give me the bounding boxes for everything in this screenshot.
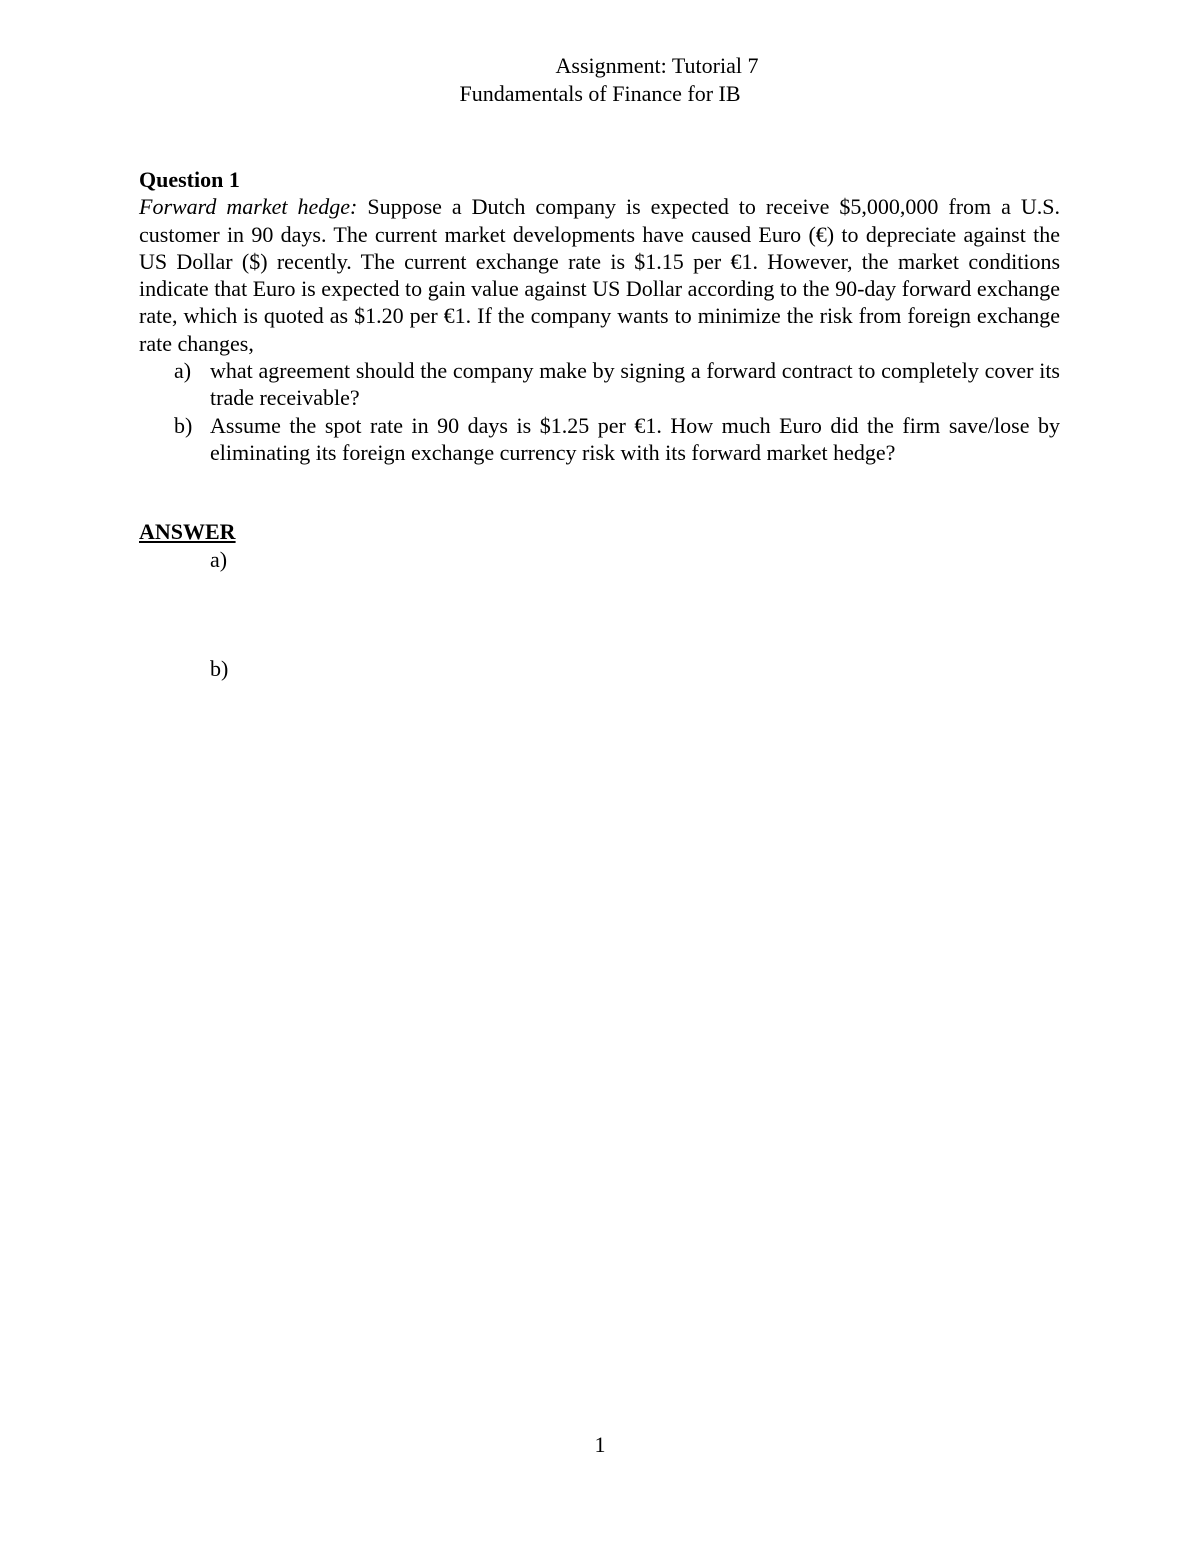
sub-question-a	[139, 357, 1060, 412]
sub-question-text: Assume the spot rate in 90 days is $1.25 per €1. How much Euro did the firm save/lose by eliminating its foreign exchange currency risk with its forward market hedge?	[210, 412, 1060, 465]
answer-part-b: b)	[210, 656, 229, 681]
question-body: Suppose a Dutch company is expected to receive $5,000,000 from a U.S. customer in 90 days. The current market developments have caused Euro (€) to depreciate against the US Dollar ($) recently. The current exchange rate is $1.15 per €1. However, the market conditions indicate that Euro is expected to gain value against US Dollar according to the 90-day forward exchange rate, which is quoted as $1.20 per €1. If the company wants to minimize the risk from foreign exchange rate changes,	[139, 194, 1060, 356]
sub-question-b	[139, 412, 1060, 467]
sub-question-marker: a)	[174, 358, 192, 384]
question-block	[139, 166, 1060, 466]
sub-question-list	[139, 357, 1060, 466]
answer-part-a: a)	[210, 547, 228, 572]
sub-question-marker: b)	[174, 412, 193, 438]
question-lead: Forward market hedge:	[139, 194, 358, 220]
sub-question-text: what agreement should the company make by signing a forward contract to completely cover its trade receivable?	[210, 358, 1060, 411]
course-title: Fundamentals of Finance for IB	[459, 81, 741, 106]
page-number: 1	[594, 1432, 606, 1457]
assignment-title: Assignment: Tutorial 7	[555, 53, 759, 78]
answer-heading: ANSWER	[139, 519, 236, 544]
question-heading: Question 1	[139, 167, 240, 192]
question-text	[139, 193, 1060, 357]
